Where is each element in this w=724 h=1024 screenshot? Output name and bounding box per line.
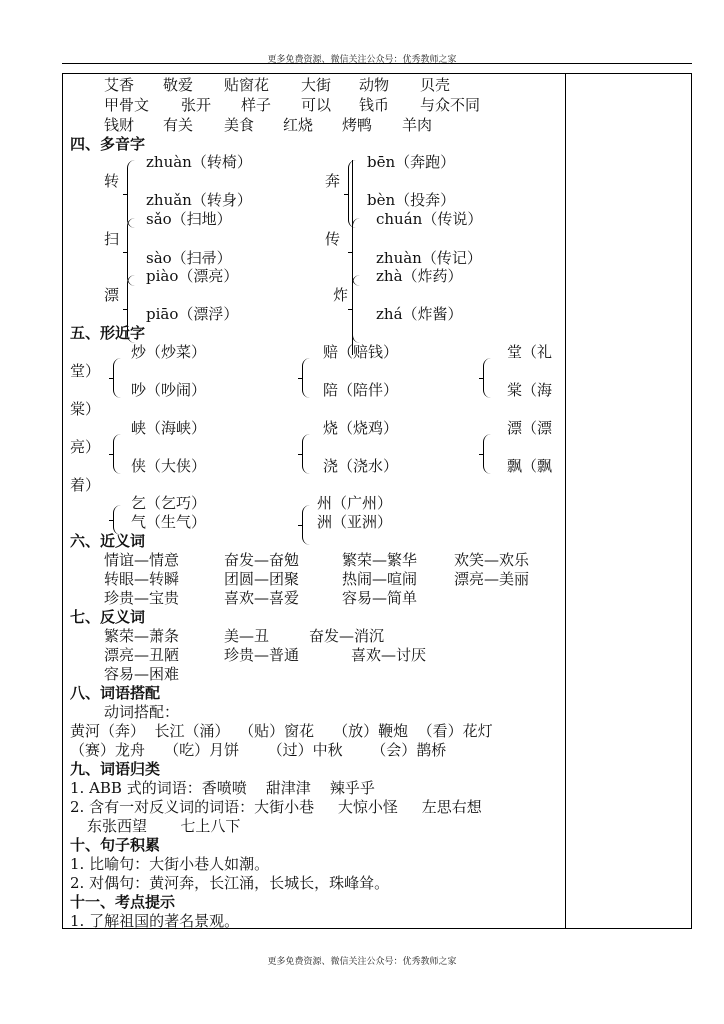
- polyphone-char: 漂: [104, 286, 120, 304]
- section-title: 七、反义词: [70, 608, 146, 626]
- section-title: 六、近义词: [70, 532, 146, 550]
- pinyin-entry: piāo（漂浮）: [146, 305, 239, 323]
- page-header: 更多免费资源、微信关注公众号：优秀教师之家: [267, 55, 457, 65]
- word: 钱币: [359, 96, 390, 114]
- collocation-subtitle: 动词搭配：: [104, 703, 180, 721]
- similar-char-wrap: 堂）: [70, 362, 101, 380]
- word: 样子: [241, 96, 272, 114]
- word: 艾香: [104, 76, 135, 94]
- table-column-divider: [565, 73, 566, 929]
- pinyin-entry: zhuàn（转椅）: [146, 153, 252, 171]
- pinyin-entry: bèn（投奔）: [367, 191, 456, 209]
- category-line: 2. 含有一对反义词的词语：大街小巷 大惊小怪 左思右想: [70, 798, 482, 816]
- polyphone-char: 扫: [104, 230, 120, 248]
- category-line: 东张西望 七上八下: [87, 817, 241, 835]
- word: 有关: [163, 116, 194, 134]
- polyphone-char: 炸: [333, 286, 349, 304]
- similar-char: 漂（漂: [507, 419, 553, 437]
- synonym-pair: 喜欢—喜爱: [224, 589, 300, 607]
- brace-icon: [483, 358, 491, 398]
- similar-char: 乞（乞巧）: [131, 494, 207, 512]
- section-title: 五、形近字: [70, 324, 146, 342]
- brace-connector-line: [352, 160, 353, 355]
- pinyin-entry: zhá（炸酱）: [376, 305, 463, 323]
- pinyin-entry: zhuǎn（转身）: [146, 191, 252, 209]
- antonym-pair: 美—丑: [224, 627, 270, 645]
- word: 敬爱: [163, 76, 194, 94]
- word: 大街: [301, 76, 332, 94]
- collocation-line: （赛）龙舟 （吃）月饼 （过）中秋 （会）鹊桥: [70, 741, 447, 759]
- exam-point-line: 1. 了解祖国的著名景观。: [70, 912, 240, 930]
- header-rule: [62, 63, 692, 64]
- synonym-pair: 团圆—团聚: [224, 570, 300, 588]
- similar-char: 棠（海: [507, 381, 553, 399]
- brace-icon: [302, 358, 310, 398]
- brace-icon: [302, 434, 310, 474]
- polyphone-char: 传: [325, 230, 341, 248]
- similar-char: 飘（飘: [507, 457, 553, 475]
- brace-icon: [113, 358, 121, 398]
- category-line: 1. ABB 式的词语：香喷喷 甜津津 辣乎乎: [70, 779, 375, 797]
- antonym-pair: 漂亮—丑陋: [104, 646, 180, 664]
- synonym-pair: 珍贵—宝贵: [104, 589, 180, 607]
- similar-char-wrap: 棠）: [70, 400, 101, 418]
- synonym-pair: 奋发—奋勉: [224, 551, 300, 569]
- similar-char: 侠（大侠）: [131, 457, 207, 475]
- brace-icon: [113, 434, 121, 474]
- word: 与众不同: [420, 96, 481, 114]
- synonym-pair: 繁荣—繁华: [342, 551, 418, 569]
- word: 动物: [359, 76, 390, 94]
- pinyin-entry: zhà（炸药）: [376, 267, 463, 285]
- synonym-pair: 转眼—转瞬: [104, 570, 180, 588]
- synonym-pair: 漂亮—美丽: [454, 570, 530, 588]
- brace-icon: [302, 505, 310, 545]
- pinyin-entry: sǎo（扫地）: [146, 210, 232, 228]
- section-title: 四、多音字: [70, 135, 146, 153]
- similar-char: 峡（海峡）: [131, 419, 207, 437]
- page-footer: 更多免费资源、微信关注公众号：优秀教师之家: [267, 957, 457, 967]
- synonym-pair: 情谊—情意: [104, 551, 180, 569]
- brace-icon: [113, 505, 121, 535]
- pinyin-entry: piào（漂亮）: [146, 267, 239, 285]
- word: 贴窗花: [224, 76, 270, 94]
- antonym-pair: 繁荣—萧条: [104, 627, 180, 645]
- synonym-pair: 容易—简单: [342, 589, 418, 607]
- similar-char-wrap: 亮）: [70, 438, 101, 456]
- similar-char: 赔（赔钱）: [323, 343, 399, 361]
- polyphone-char: 奔: [325, 172, 341, 190]
- sentence-line: 1. 比喻句：大街小巷人如潮。: [70, 855, 270, 873]
- antonym-pair: 奋发—消沉: [309, 627, 385, 645]
- word: 可以: [301, 96, 332, 114]
- section-title: 九、词语归类: [70, 760, 161, 778]
- word: 张开: [181, 96, 212, 114]
- word: 钱财: [104, 116, 135, 134]
- word: 美食: [224, 116, 255, 134]
- word: 烤鸭: [342, 116, 373, 134]
- similar-char: 吵（吵闹）: [131, 381, 207, 399]
- section-title: 十一、考点提示: [70, 893, 176, 911]
- similar-char: 烧（烧鸡）: [323, 419, 399, 437]
- word: 羊肉: [402, 116, 433, 134]
- similar-char: 气（生气）: [131, 513, 207, 531]
- pinyin-entry: zhuàn（传记）: [376, 249, 482, 267]
- synonym-pair: 热闹—喧闹: [342, 570, 418, 588]
- similar-char: 炒（炒菜）: [131, 343, 207, 361]
- word: 红烧: [283, 116, 314, 134]
- pinyin-entry: chuán（传说）: [376, 210, 483, 228]
- similar-char: 堂（礼: [507, 343, 553, 361]
- antonym-pair: 容易—困难: [104, 665, 180, 683]
- antonym-pair: 喜欢—讨厌: [351, 646, 427, 664]
- polyphone-char: 转: [104, 172, 120, 190]
- section-title: 十、句子积累: [70, 836, 161, 854]
- section-title: 八、词语搭配: [70, 684, 161, 702]
- synonym-pair: 欢笑—欢乐: [454, 551, 530, 569]
- collocation-line: 黄河（奔） 长江（涌） （贴）窗花 （放）鞭炮 （看）花灯: [70, 722, 493, 740]
- pinyin-entry: bēn（奔跑）: [367, 153, 456, 171]
- word: 甲骨文: [104, 96, 150, 114]
- similar-char: 陪（陪伴）: [323, 381, 399, 399]
- brace-icon: [352, 275, 360, 343]
- sentence-line: 2. 对偶句：黄河奔，长江涌，长城长，珠峰耸。: [70, 874, 390, 892]
- brace-icon: [483, 434, 491, 474]
- pinyin-entry: sào（扫帚）: [146, 249, 232, 267]
- word: 贝壳: [420, 76, 451, 94]
- similar-char: 州（广州）: [317, 494, 393, 512]
- antonym-pair: 珍贵—普通: [224, 646, 300, 664]
- similar-char: 洲（亚洲）: [317, 513, 393, 531]
- similar-char: 浇（浇水）: [323, 457, 399, 475]
- similar-char-wrap: 着）: [70, 476, 101, 494]
